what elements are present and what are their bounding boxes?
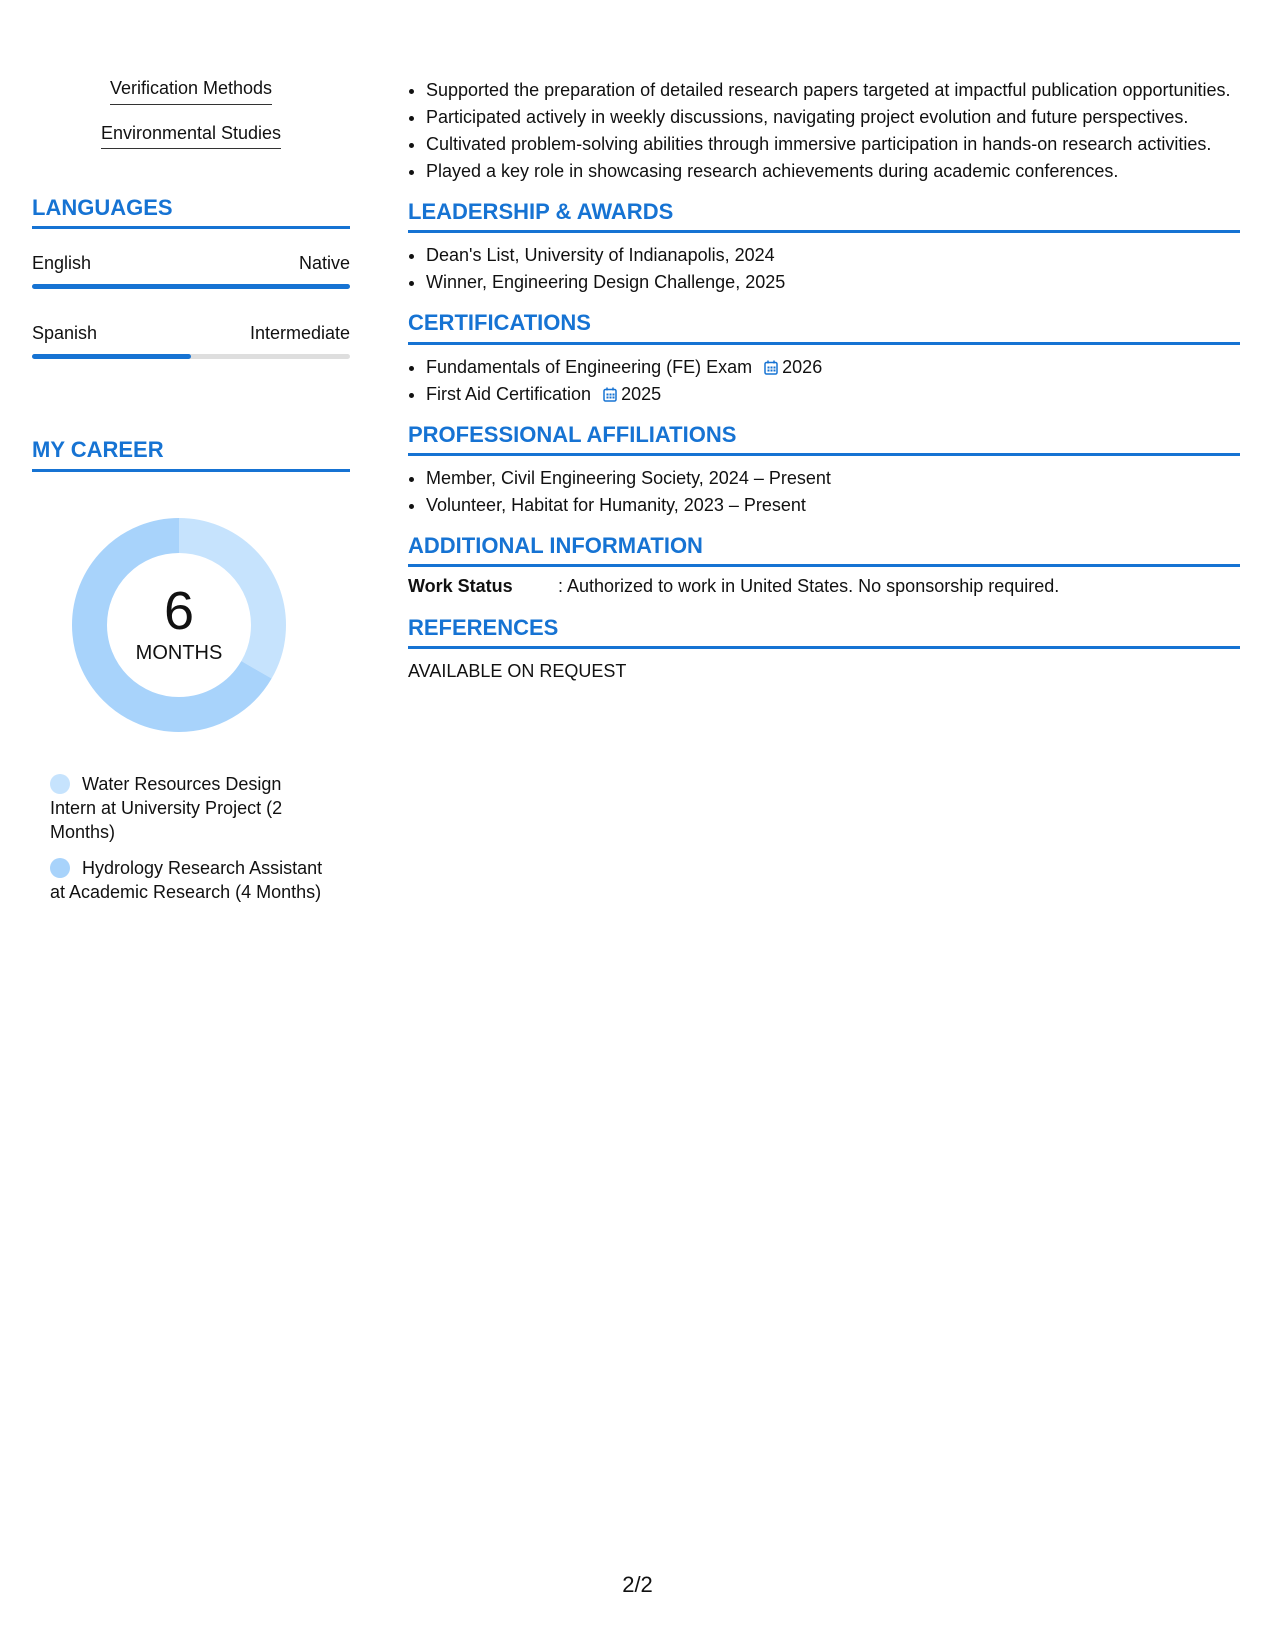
list-item: • Winner, Engineering Design Challenge, 2025 — [426, 270, 1240, 294]
certifications-list — [408, 355, 1240, 406]
list-item: • Participated actively in weekly discussions, navigating project evolution and future perspectives. — [426, 105, 1240, 129]
work-status-row — [408, 576, 1240, 597]
language-proficiency-fill — [32, 284, 350, 289]
references-title: REFERENCES — [408, 615, 1240, 649]
skill-tag — [32, 123, 350, 150]
language-name: Spanish — [32, 323, 98, 344]
legend-item — [50, 772, 330, 844]
list-item: • Dean's List, University of Indianapolis, 2024 — [426, 243, 1240, 267]
career-unit: MONTHS — [135, 641, 223, 664]
certifications-title: CERTIFICATIONS — [408, 310, 1240, 344]
calendar-icon — [603, 387, 617, 402]
career-total: 6 — [163, 580, 195, 641]
language-proficiency-bar — [32, 284, 350, 289]
list-item: • Member, Civil Engineering Society, 2024 – Present — [426, 466, 1240, 490]
legend-dot — [50, 858, 70, 878]
certification-name: First Aid Certification — [426, 383, 592, 404]
certification-year: 2025 — [621, 383, 662, 404]
career-title: MY CAREER — [32, 437, 350, 471]
language-spanish — [32, 323, 350, 359]
affiliations-title: PROFESSIONAL AFFILIATIONS — [408, 422, 1240, 456]
language-proficiency-fill — [32, 354, 191, 359]
language-level: Intermediate — [249, 323, 350, 344]
references-text: AVAILABLE ON REQUEST — [408, 661, 627, 682]
list-item — [426, 382, 1240, 406]
career-donut-chart — [66, 512, 292, 738]
legend-label: Hydrology Research Assistant at Academic Research (4 Months) — [50, 857, 323, 902]
language-level: Native — [298, 253, 350, 274]
skill-tag-label: Environmental Studies — [101, 123, 281, 150]
additional-info-title: ADDITIONAL INFORMATION — [408, 533, 1240, 567]
list-item — [426, 355, 1240, 379]
certification-year: 2026 — [782, 356, 823, 377]
work-status-value: : Authorized to work in United States. No sponsorship required. — [558, 576, 1060, 597]
main-content — [408, 78, 1240, 682]
skill-tag — [32, 78, 350, 105]
list-item: • Volunteer, Habitat for Humanity, 2023 – Present — [426, 493, 1240, 517]
affiliations-list — [408, 466, 1240, 517]
language-english — [32, 253, 350, 289]
sidebar — [32, 78, 350, 916]
calendar-icon — [764, 360, 778, 375]
language-name: English — [32, 253, 92, 274]
research-bullets — [408, 78, 1240, 183]
languages-title: LANGUAGES — [32, 195, 350, 229]
work-status-label: Work Status — [408, 576, 513, 597]
page-number: 2/2 — [622, 1572, 653, 1597]
list-item: • Played a key role in showcasing research achievements during academic conferences. — [426, 159, 1240, 183]
legend-label: Water Resources Design Intern at University Project (2 Months) — [50, 773, 283, 842]
list-item: • Cultivated problem-solving abilities through immersive participation in hands-on research activities. — [426, 132, 1240, 156]
leadership-title: LEADERSHIP & AWARDS — [408, 199, 1240, 233]
leadership-list — [408, 243, 1240, 294]
career-legend — [50, 772, 330, 904]
legend-dot — [50, 774, 70, 794]
certification-name: Fundamentals of Engineering (FE) Exam — [426, 356, 753, 377]
list-item: • Supported the preparation of detailed research papers targeted at impactful publication opportunities. — [426, 78, 1240, 102]
legend-item — [50, 856, 330, 904]
skill-tag-label: Verification Methods — [110, 78, 272, 105]
language-proficiency-bar — [32, 354, 350, 359]
